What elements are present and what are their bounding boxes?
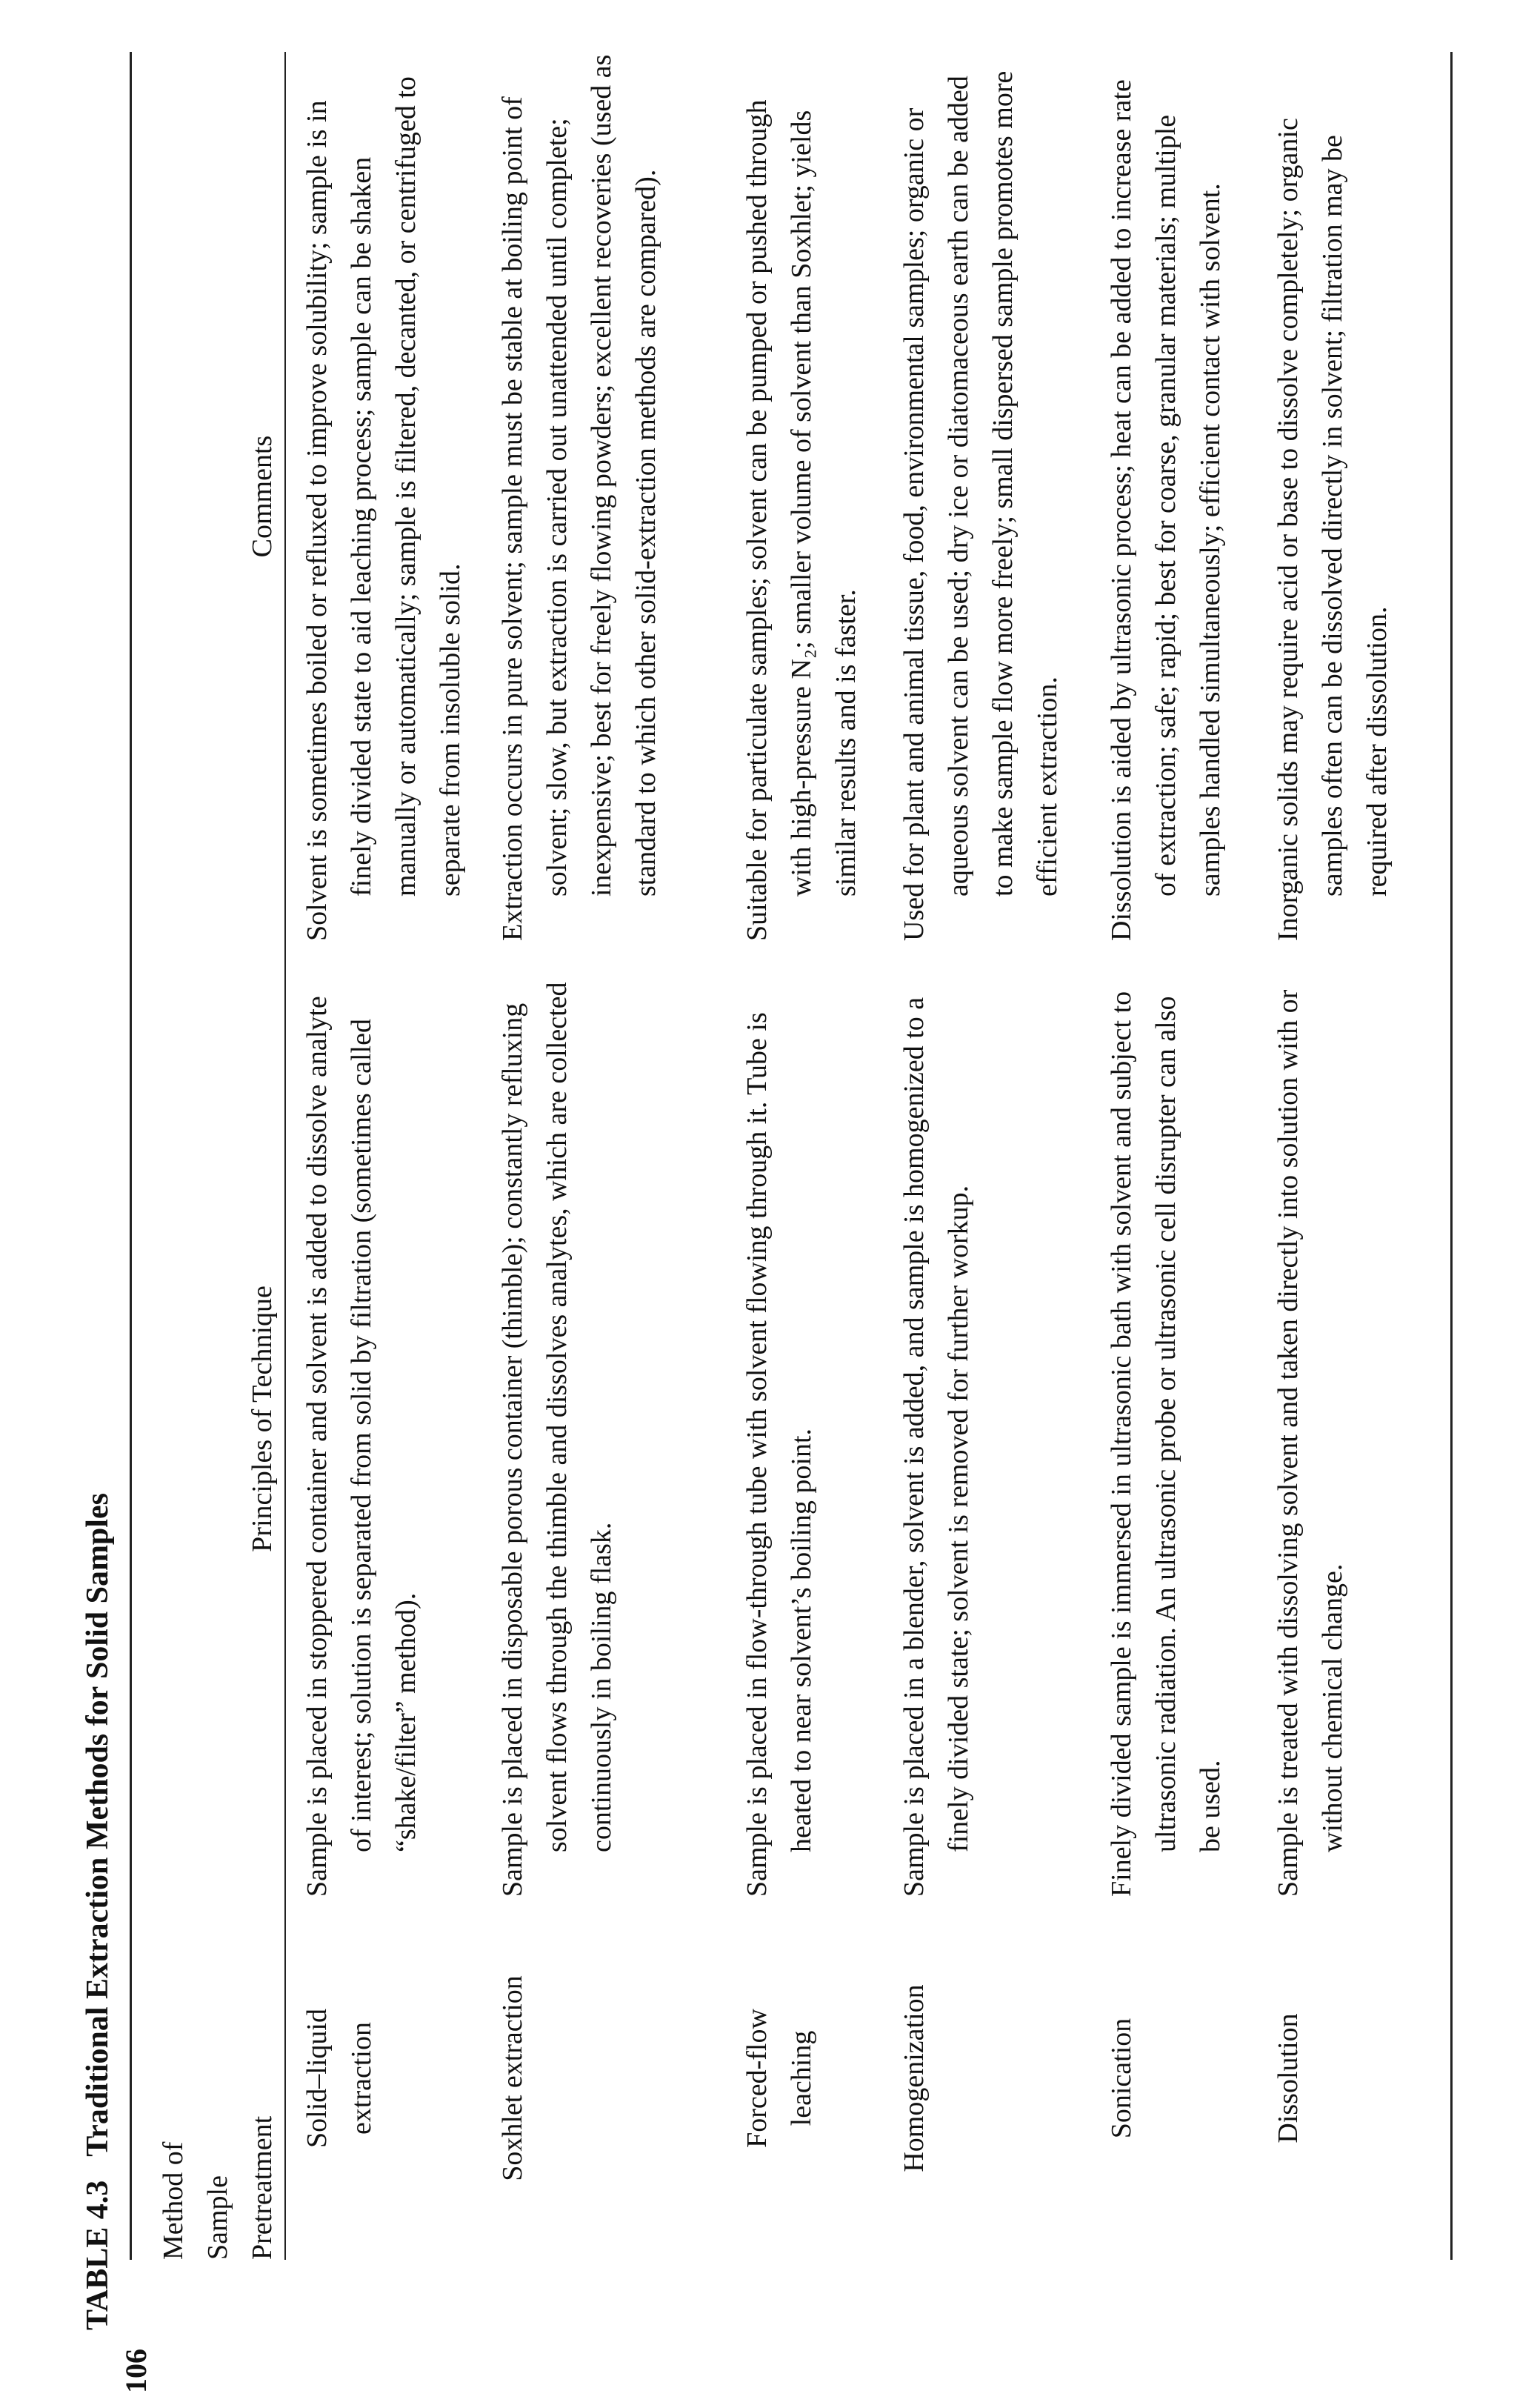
bottom-rule xyxy=(1450,52,1453,2260)
method-cell: Soxhlet extraction xyxy=(497,1975,528,2181)
table-title: Traditional Extraction Methods for Solid Samples xyxy=(81,1493,115,2157)
table-header-row xyxy=(132,52,289,2260)
comments-cell: Dissolution is aided by ultrasonic process; heat can be added to increase rate of extraction; safe; rapid; best for coarse, granular materials; multiple samples handled simultaneously; efficient contact with solvent. xyxy=(1106,79,1226,941)
table-row xyxy=(484,52,729,2260)
header-comments: Comments xyxy=(247,435,278,558)
comments-cell: Suitable for particulate samples; solvent can be pumped or pushed through with high-pressure N₂; smaller volume of solvent than Soxhlet; yields similar results and is faster. xyxy=(741,99,861,941)
principles-cell: Sample is placed in flow-through tube with solvent flowing through it. Tube is heated to near solvent’s boiling point. xyxy=(741,1012,817,1897)
method-cell: Forced-flow leaching xyxy=(741,2009,817,2148)
method-cell: Solid–liquid extraction xyxy=(301,2009,377,2148)
header-method: Method of Sample Pretreatment xyxy=(158,2115,278,2260)
comments-cell: Extraction occurs in pure solvent; sample must be stable at boiling point of solvent; slow, but extraction is carried out unattended until complete; inexpensive; best for freely flowing powders; excellent recoveries (used as standard to which other solid-extraction methods are compared). xyxy=(497,54,661,941)
principles-cell: Sample is treated with dissolving solvent and taken directly into solution with or without chemical change. xyxy=(1273,989,1348,1897)
table-row xyxy=(729,52,886,2260)
comments-cell: Solvent is sometimes boiled or refluxed to improve solubility; sample is in finely divided state to aid leaching process; sample can be shaken manually or automatically; sample is filtered, decanted, or centrifuged to separate from insoluble solid. xyxy=(301,76,466,941)
table-row xyxy=(289,52,484,2260)
extraction-methods-table xyxy=(132,52,1430,2260)
table-row xyxy=(1260,52,1430,2260)
principles-cell: Finely divided sample is immersed in ultrasonic bath with solvent and subject to ultrasonic radiation. An ultrasonic probe or ultrasonic cell disrupter can also be used. xyxy=(1106,991,1226,1897)
method-cell: Dissolution xyxy=(1273,2013,1304,2143)
table-row xyxy=(886,52,1093,2260)
table-caption xyxy=(80,1493,116,2330)
comments-cell: Inorganic solids may require acid or base to dissolve completely; organic samples often can be dissolved directly in solvent; filtration may be required after dissolution. xyxy=(1273,118,1393,941)
page-number: 106 xyxy=(119,2349,153,2393)
method-cell: Homogenization xyxy=(898,1984,930,2172)
comments-cell: Used for plant and animal tissue, food, environmental samples; organic or aqueous solvent can be used; dry ice or diatomaceous earth can be added to make sample flow more freely; small dispersed sample promotes more efficient extraction. xyxy=(898,70,1063,941)
principles-cell: Sample is placed in stoppered container and solvent is added to dissolve analyte of interest; solution is separated from solid by filtration (sometimes called “shake/filter” method). xyxy=(301,996,421,1897)
header-principles: Principles of Technique xyxy=(247,1286,278,1552)
principles-cell: Sample is placed in a blender, solvent is added, and sample is homogenized to a finely divided state; solvent is removed for further workup. xyxy=(898,997,974,1897)
method-cell: Sonication xyxy=(1106,2018,1137,2139)
table-label: TABLE 4.3 xyxy=(81,2180,115,2330)
table-row xyxy=(1093,52,1260,2260)
principles-cell: Sample is placed in disposable porous container (thimble); constantly refluxing solvent flows through the thimble and dissolves analytes, which are collected continuously in boiling flask. xyxy=(497,982,617,1897)
